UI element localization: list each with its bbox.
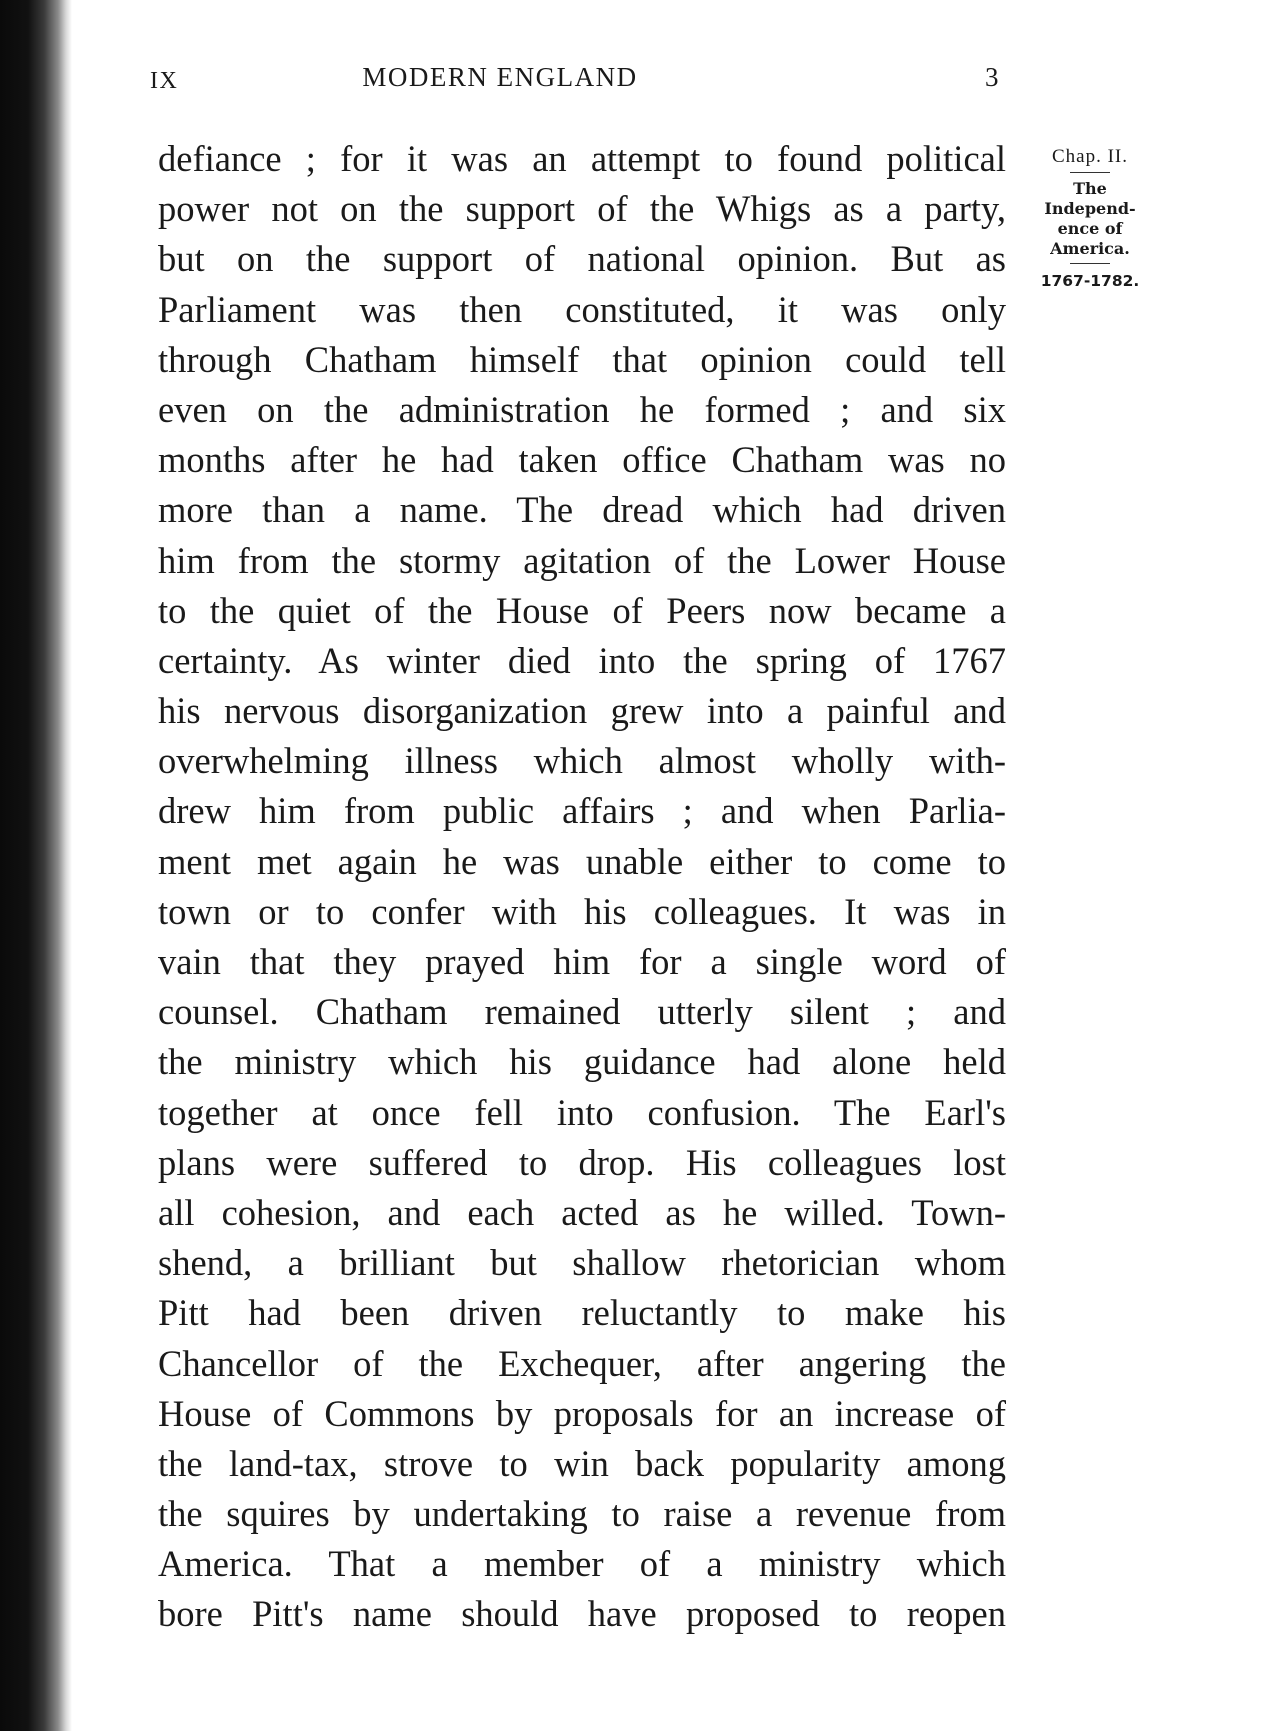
chapter-numeral: IX	[150, 68, 179, 94]
text-line: House of Commons by proposals for an increase of	[158, 1392, 1006, 1434]
sidenote-dates: 1767-1782.	[1040, 272, 1140, 290]
page-number: 3	[985, 62, 1000, 92]
text-line: ment met again he was unable either to come to	[158, 840, 1006, 882]
text-line: more than a name. The dread which had driven	[158, 489, 1006, 531]
text-line: Chancellor of the Exchequer, after angering the	[158, 1342, 1006, 1384]
text-line: town or to confer with his colleagues. It was in	[158, 890, 1006, 932]
page-header	[150, 60, 1000, 100]
text-line: to the quiet of the House of Peers now became a	[158, 589, 1006, 631]
margin-sidenote	[1024, 146, 1156, 292]
text-line: counsel. Chatham remained utterly silent ; and	[158, 991, 1006, 1033]
text-line: the squires by undertaking to raise a revenue from	[158, 1493, 1006, 1535]
sidenote-subject-line: The	[1073, 179, 1107, 198]
text-line: overwhelming illness which almost wholly with-	[158, 740, 1006, 782]
sidenote-divider	[1070, 172, 1110, 173]
text-line: but on the support of national opinion. But as	[158, 238, 1006, 280]
sidenote-subject-line: America.	[1050, 239, 1130, 258]
text-line: all cohesion, and each acted as he willed. Town-	[158, 1191, 1006, 1233]
text-line: months after he had taken office Chatham was no	[158, 439, 1006, 481]
text-line: the ministry which his guidance had alone held	[158, 1041, 1006, 1083]
text-line: drew him from public affairs ; and when Parlia-	[158, 790, 1006, 832]
text-line: even on the administration he formed ; and six	[158, 388, 1006, 430]
binding-edge	[0, 0, 72, 1731]
text-line: bore Pitt's name should have proposed to reopen	[158, 1593, 1006, 1635]
text-line: shend, a brilliant but shallow rhetorician whom	[158, 1242, 1006, 1284]
text-line: Pitt had been driven reluctantly to make his	[158, 1292, 1006, 1334]
text-line: vain that they prayed him for a single word of	[158, 941, 1006, 982]
text-line: Parliament was then constituted, it was only	[158, 288, 1006, 330]
sidenote-chapter: Chap. II.	[1051, 146, 1128, 167]
text-line: certainty. As winter died into the spring of 1767	[158, 639, 1006, 681]
text-line: his nervous disorganization grew into a painful and	[158, 690, 1006, 732]
text-line: America. That a member of a ministry which	[158, 1543, 1006, 1585]
sidenote-subject	[1024, 179, 1156, 259]
running-title: MODERN ENGLAND	[362, 62, 638, 92]
sidenote-divider	[1070, 263, 1110, 264]
text-line: defiance ; for it was an attempt to found political	[158, 138, 1006, 179]
text-line: together at once fell into confusion. The Earl's	[158, 1091, 1006, 1133]
text-line: through Chatham himself that opinion could tell	[158, 338, 1006, 380]
text-line: him from the stormy agitation of the Lower House	[158, 539, 1006, 581]
text-line: the land-tax, strove to win back popularity among	[158, 1442, 1006, 1484]
text-line: plans were suffered to drop. His colleagues lost	[158, 1141, 1006, 1183]
sidenote-subject-line: ence of	[1057, 219, 1123, 238]
sidenote-subject-line: Independ-	[1044, 199, 1136, 218]
text-line: power not on the support of the Whigs as a party,	[158, 188, 1006, 230]
body-text	[158, 134, 1006, 1640]
